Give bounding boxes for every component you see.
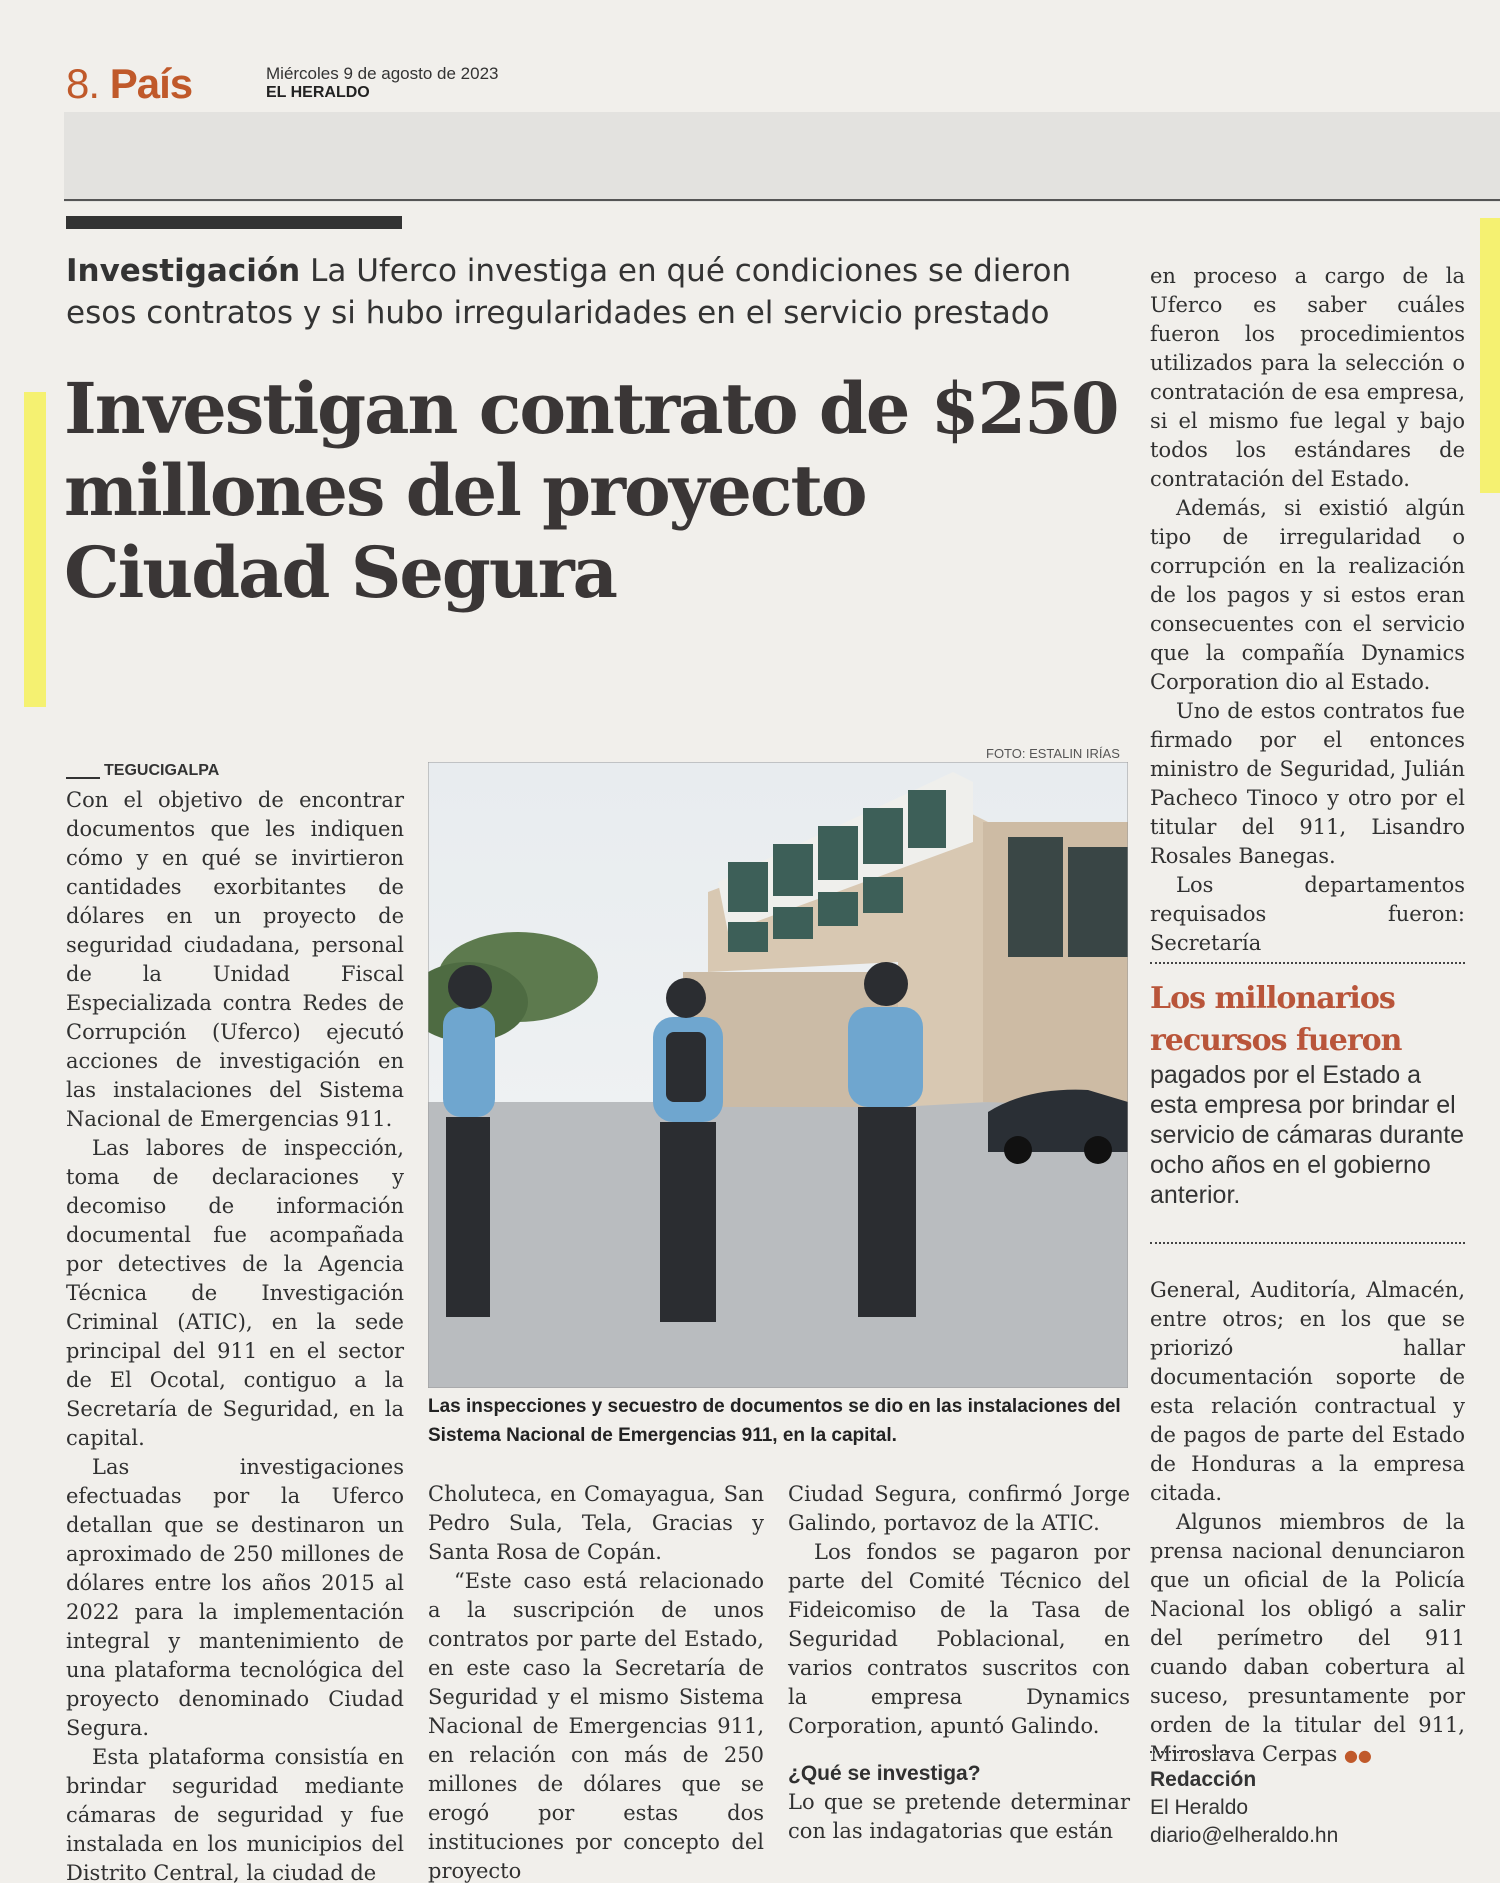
deck-text: La Uferco investiga en qué condiciones se dieron esos contratos y si hubo irregularidades en el servicio prestado (66, 253, 1072, 331)
dateline (66, 762, 219, 780)
header-rule (64, 199, 1500, 201)
kicker-bar (66, 216, 402, 229)
paragraph: General, Auditoría, Almacén, entre otros; en los que se priorizó hallar documentación soporte de esta relación contractual y de pagos de parte del Estado de Honduras a la empresa citada. (1150, 1278, 1465, 1505)
signature-rule (1150, 1751, 1230, 1753)
headline: Investigan contrato de $250 millones del proyecto Ciudad Segura (64, 367, 1118, 614)
byline-label: Redacción (1150, 1768, 1257, 1791)
pullquote-body: pagados por el Estado a esta empresa por brindar el servicio de cámaras durante ocho años en el gobierno anterior. (1150, 1061, 1465, 1209)
deck-kicker: Investigación (66, 253, 301, 289)
column-3 (788, 1480, 1130, 1846)
byline-outlet: El Heraldo (1150, 1796, 1249, 1819)
newspaper-name: EL HERALDO (266, 84, 370, 101)
byline (1150, 1766, 1338, 1850)
pullquote-title: Los millonarios recursos fueron (1150, 981, 1402, 1058)
paragraph: Las labores de inspección, toma de declaraciones y decomiso de información documental fue acompañada por detectives de la Agencia Técnica de Investigación Criminal (ATIC), en la sede principal del 911 en el sector de El Ocotal, contiguo a la Secretaría de Seguridad, en la capital. (66, 1136, 404, 1450)
section-name: País (109, 60, 193, 107)
highlighter-mark-right (1480, 218, 1500, 493)
column-1 (66, 786, 404, 1883)
paragraph (1150, 1508, 1465, 1770)
dateline-text: TEGUCIGALPA (104, 762, 220, 779)
paragraph: Con el objetivo de encontrar documentos que les indiquen cómo y en qué se invirtieron cantidades exorbitantes de dólares en un proyecto de seguridad ciudadana, personal de la Unidad Fiscal Especializada contra Redes de Corrupción (Uferco) ejecutó acciones de investigación en las instalaciones del Sistema Nacional de Emergencias 911. (66, 788, 404, 1131)
column-4-bottom (1150, 1276, 1465, 1770)
pullquote-rule-bottom (1150, 1242, 1465, 1244)
header-ad-band (64, 112, 1500, 202)
pullquote-rule-top (1150, 962, 1465, 964)
end-mark-icon: ●● (1343, 1746, 1372, 1765)
paragraph: Uno de estos contratos fue firmado por el entonces ministro de Seguridad, Julián Pacheco Tinoco y otro por el titular del 911, Lisandro Rosales Banegas. (1150, 699, 1465, 868)
paragraph: Los fondos se pagaron por parte del Comité Técnico del Fideicomiso de la Tasa de Seguridad Poblacional, en varios contratos suscritos con la empresa Dynamics Corporation, apuntó Galindo. (788, 1540, 1130, 1738)
column-2 (428, 1480, 764, 1883)
news-photo (428, 762, 1128, 1388)
byline-email[interactable]: diario@elheraldo.hn (1150, 1824, 1339, 1847)
paragraph-text: Algunos miembros de la prensa nacional denunciaron que un oficial de la Policía Nacional los obligó a salir del perímetro del 911 cuando daban cobertura al suceso, presuntamente por orden de la titular del 911, Miroslava Cerpas (1150, 1510, 1465, 1766)
paragraph: en proceso a cargo de la Uferco es saber cuáles fueron los procedimientos utilizados para la selección o contratación de esa empresa, si el mismo fue legal y bajo todos los estándares de contratación del Estado. (1150, 264, 1465, 491)
subhead: ¿Qué se investiga? (788, 1762, 981, 1785)
paragraph: Los departamentos requisados fueron: Secretaría (1150, 873, 1465, 955)
column-4-top (1150, 262, 1465, 958)
paragraph: Choluteca, en Comayagua, San Pedro Sula, Tela, Gracias y Santa Rosa de Copán. (428, 1482, 764, 1564)
page-folio (66, 60, 192, 108)
deck (66, 250, 1106, 334)
paragraph: Esta plataforma consistía en brindar seguridad mediante cámaras de seguridad y fue instalada en los municipios del Distrito Central, la ciudad de (66, 1745, 404, 1883)
page-number: 8. (66, 60, 100, 107)
paragraph: Las investigaciones efectuadas por la Uferco detallan que se destinaron un aproximado de 250 millones de dólares entre los años 2015 al 2022 para la implementación integral y mantenimiento de una plataforma tecnológica del proyecto denominado Ciudad Segura. (66, 1455, 404, 1740)
paragraph: “Este caso está relacionado a la suscripción de unos contratos por parte del Estado, en este caso la Secretaría de Seguridad y el mismo Sistema Nacional de Emergencias 911, en relación con más de 250 millones de dólares que se erogó por estas dos instituciones por concepto del proyecto (428, 1569, 764, 1883)
paragraph: Ciudad Segura, confirmó Jorge Galindo, portavoz de la ATIC. (788, 1482, 1130, 1535)
photo-credit: FOTO: ESTALIN IRÍAS (986, 746, 1120, 761)
issue-date: Miércoles 9 de agosto de 2023 (266, 64, 499, 83)
highlighter-mark-left (24, 392, 46, 707)
photo-illustration (428, 762, 1128, 1388)
photo-caption: Las inspecciones y secuestro de documentos se dio en las instalaciones del Sistema Nacional de Emergencias 911, en la capital. (428, 1396, 1121, 1446)
paragraph: Lo que se pretende determinar con las indagatorias que están (788, 1790, 1130, 1843)
paragraph: Además, si existió algún tipo de irregularidad o corrupción en la realización de los pagos y si estos eran consecuentes con el servicio que la compañía Dynamics Corporation dio al Estado. (1150, 496, 1465, 694)
